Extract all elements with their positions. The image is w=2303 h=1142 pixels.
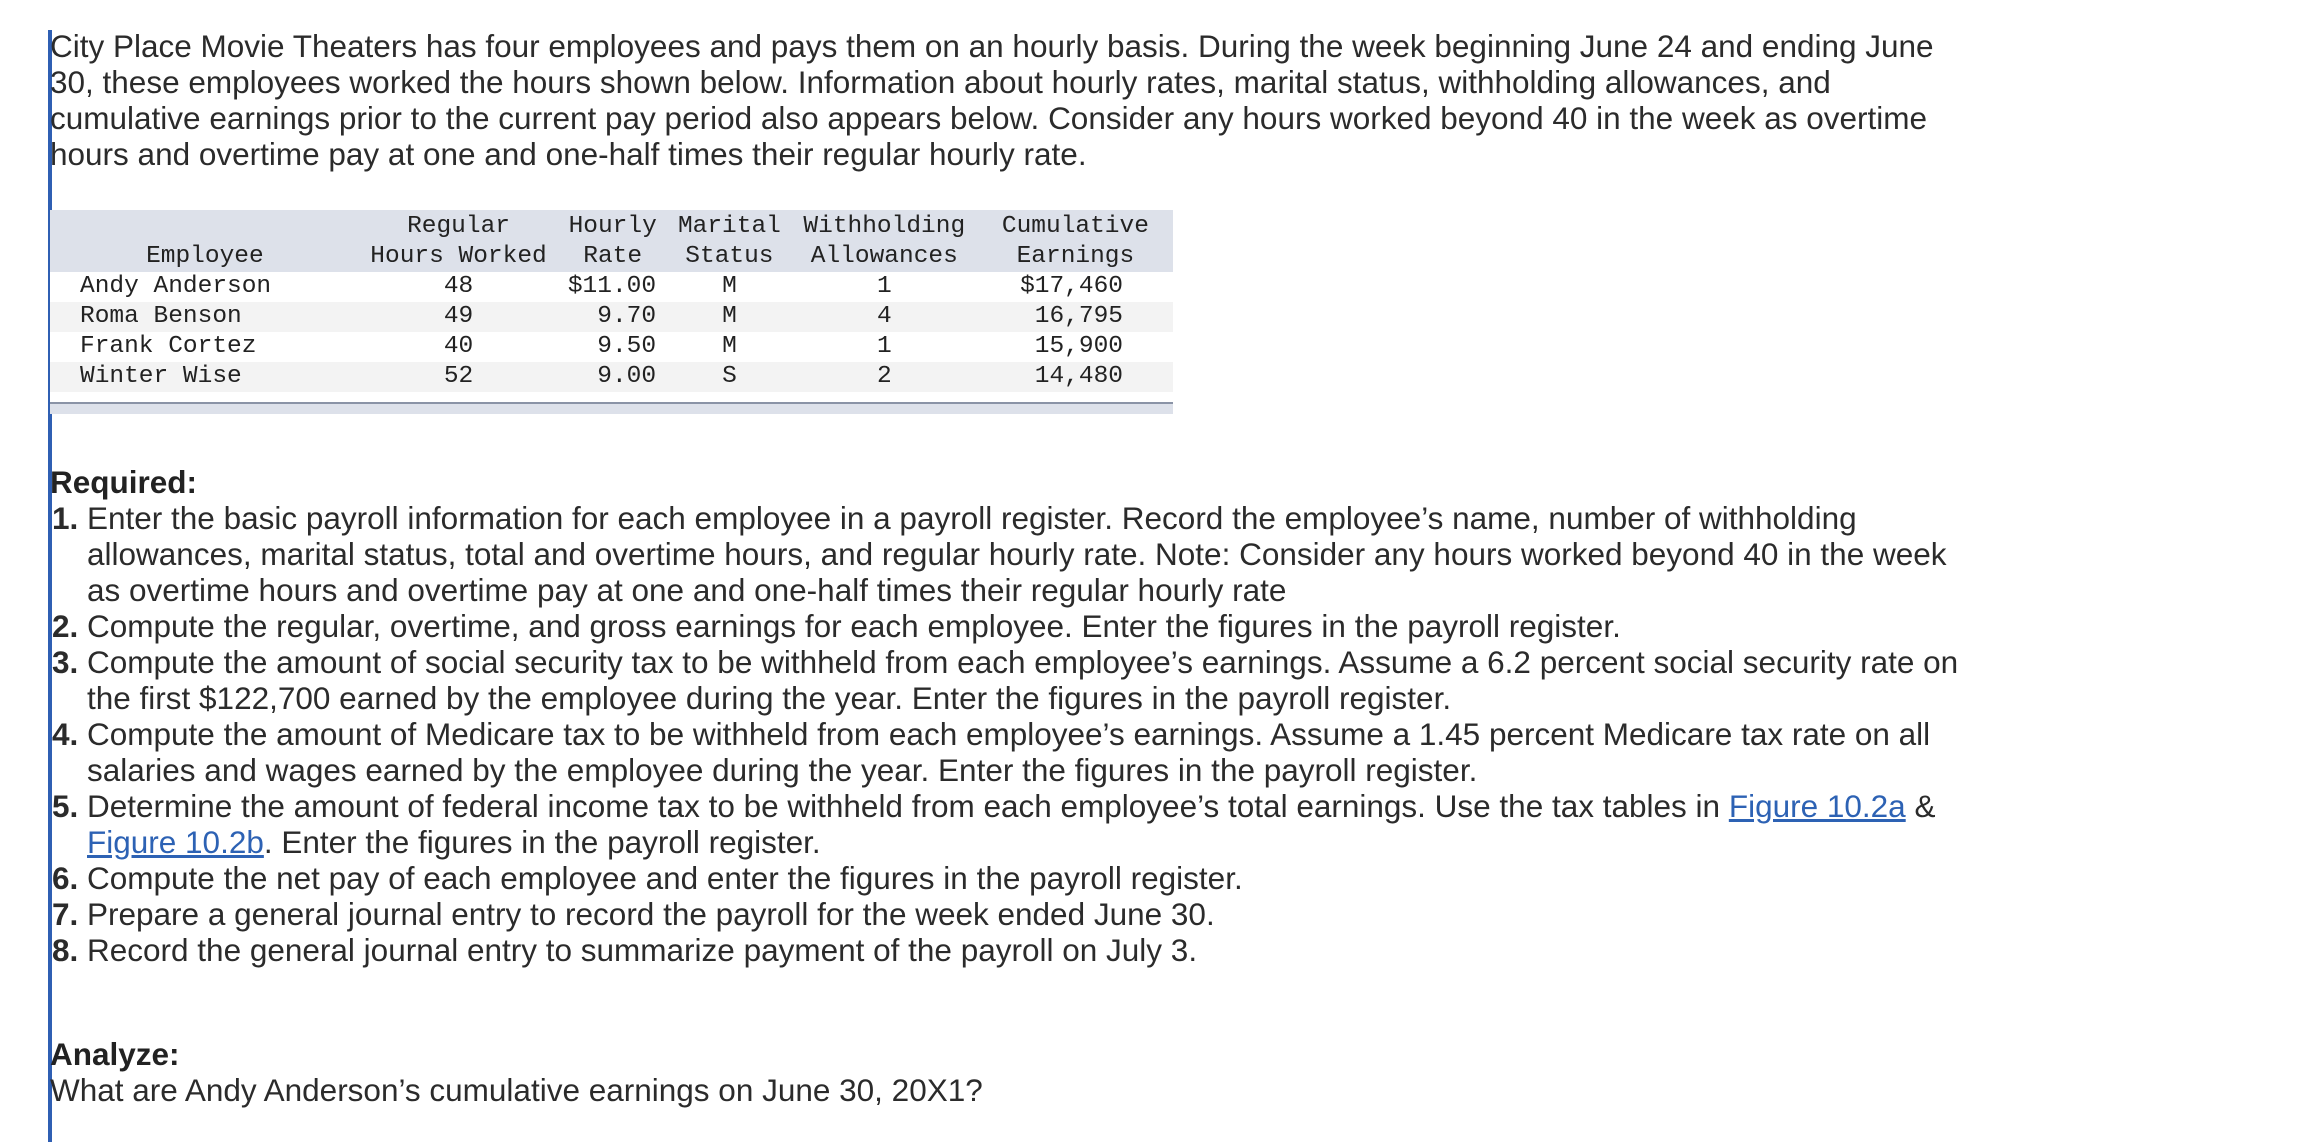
cumulative-earnings: 16,795 — [978, 302, 1173, 332]
step-text: Enter the basic payroll information for each employee in a payroll register. Record the employee’s name, number of withholding allowances, marital status, total and overtime hours, and regular hourly rate. Note: Consider any hours worked beyond 40 in the week as overtime hours and overtime pay at one and one-half times their regular hourly rate — [87, 500, 1947, 608]
cumulative-earnings: 14,480 — [978, 362, 1173, 392]
table-header-row-2 — [50, 242, 1173, 272]
marital-status: M — [668, 302, 791, 332]
header-cell: Employee — [50, 242, 360, 272]
cumulative-earnings: $17,460 — [978, 272, 1173, 302]
hours-worked: 49 — [360, 302, 558, 332]
step-number: 6. — [52, 860, 79, 896]
list-item — [50, 788, 1987, 860]
step-text-between-links: & — [1905, 788, 1936, 824]
header-cell: Allowances — [791, 242, 978, 272]
header-cell: Earnings — [978, 242, 1173, 272]
step-number: 5. — [52, 788, 79, 824]
cumulative-earnings: 15,900 — [978, 332, 1173, 362]
employee-name: Andy Anderson — [50, 272, 360, 302]
step-number: 3. — [52, 644, 79, 680]
problem-content — [50, 28, 1990, 1108]
marital-status: M — [668, 272, 791, 302]
step-text: Record the general journal entry to summarize payment of the payroll on July 3. — [87, 932, 1198, 968]
withholding-allowances: 1 — [791, 272, 978, 302]
header-cell: Regular — [360, 210, 558, 242]
table-row — [50, 332, 1173, 362]
hourly-rate: 9.00 — [557, 362, 668, 392]
header-cell — [50, 210, 360, 242]
list-item — [50, 932, 1987, 968]
step-number: 1. — [52, 500, 79, 536]
list-item — [50, 860, 1987, 896]
header-cell: Rate — [557, 242, 668, 272]
table-spacer-row — [50, 392, 1173, 403]
table-header-row-1 — [50, 210, 1173, 242]
analyze-heading: Analyze: — [50, 1036, 180, 1072]
step-text: Compute the amount of Medicare tax to be withheld from each employee’s earnings. Assume a 1.45 percent Medicare tax rate on all salaries and wages earned by the employee during the year. Enter the figures in the payroll register. — [87, 716, 1931, 788]
hourly-rate: 9.50 — [557, 332, 668, 362]
required-steps-list — [50, 500, 1990, 968]
step-number: 2. — [52, 608, 79, 644]
step-text: Compute the regular, overtime, and gross earnings for each employee. Enter the figures in the payroll register. — [87, 608, 1621, 644]
withholding-allowances: 2 — [791, 362, 978, 392]
marital-status: S — [668, 362, 791, 392]
employee-name: Roma Benson — [50, 302, 360, 332]
figure-10-2a-link[interactable]: Figure 10.2a — [1728, 788, 1906, 824]
hourly-rate: $11.00 — [557, 272, 668, 302]
list-item — [50, 500, 1987, 608]
list-item — [50, 644, 1987, 716]
list-item — [50, 716, 1987, 788]
hours-worked: 48 — [360, 272, 558, 302]
table-footer-bar — [50, 403, 1173, 414]
table-row — [50, 362, 1173, 392]
hourly-rate: 9.70 — [557, 302, 668, 332]
header-cell: Hourly — [557, 210, 668, 242]
step-number: 8. — [52, 932, 79, 968]
hours-worked: 52 — [360, 362, 558, 392]
employee-name: Winter Wise — [50, 362, 360, 392]
step-text: Compute the amount of social security tax to be withheld from each employee’s earnings. Assume a 6.2 percent social security rate on the first $122,700 earned by the employee during the year. Enter the figures in the payroll register. — [87, 644, 1959, 716]
hours-worked: 40 — [360, 332, 558, 362]
step-text-after-link: . Enter the figures in the payroll register. — [263, 824, 821, 860]
step-number: 4. — [52, 716, 79, 752]
list-item — [50, 608, 1987, 644]
step-text: Compute the net pay of each employee and enter the figures in the payroll register. — [87, 860, 1243, 896]
analyze-question: What are Andy Anderson’s cumulative earnings on June 30, 20X1? — [50, 1072, 983, 1108]
header-cell: Cumulative — [978, 210, 1173, 242]
step-text: Prepare a general journal entry to record the payroll for the week ended June 30. — [87, 896, 1215, 932]
header-cell: Status — [668, 242, 791, 272]
list-item — [50, 896, 1987, 932]
withholding-allowances: 1 — [791, 332, 978, 362]
header-cell: Marital — [668, 210, 791, 242]
header-cell: Hours Worked — [360, 242, 558, 272]
intro-paragraph: City Place Movie Theaters has four employees and pays them on an hourly basis. During the week beginning June 24 and ending June 30, these employees worked the hours shown below. Information about hourly rates, marital status, withholding allowances, and cumulative earnings prior to the current pay period also appears below. Consider any hours worked beyond 40 in the week as overtime hours and overtime pay at one and one-half times their regular hourly rate. — [50, 28, 1934, 172]
employee-name: Frank Cortez — [50, 332, 360, 362]
marital-status: M — [668, 332, 791, 362]
table-row — [50, 272, 1173, 302]
table-row — [50, 302, 1173, 332]
employee-data-table — [50, 210, 1173, 414]
step-number: 7. — [52, 896, 79, 932]
required-heading: Required: — [50, 464, 198, 500]
figure-10-2b-link[interactable]: Figure 10.2b — [87, 824, 264, 860]
header-cell: Withholding — [791, 210, 978, 242]
withholding-allowances: 4 — [791, 302, 978, 332]
step-text-before-link: Determine the amount of federal income tax to be withheld from each employee’s total earnings. Use the tax tables in — [87, 788, 1729, 824]
